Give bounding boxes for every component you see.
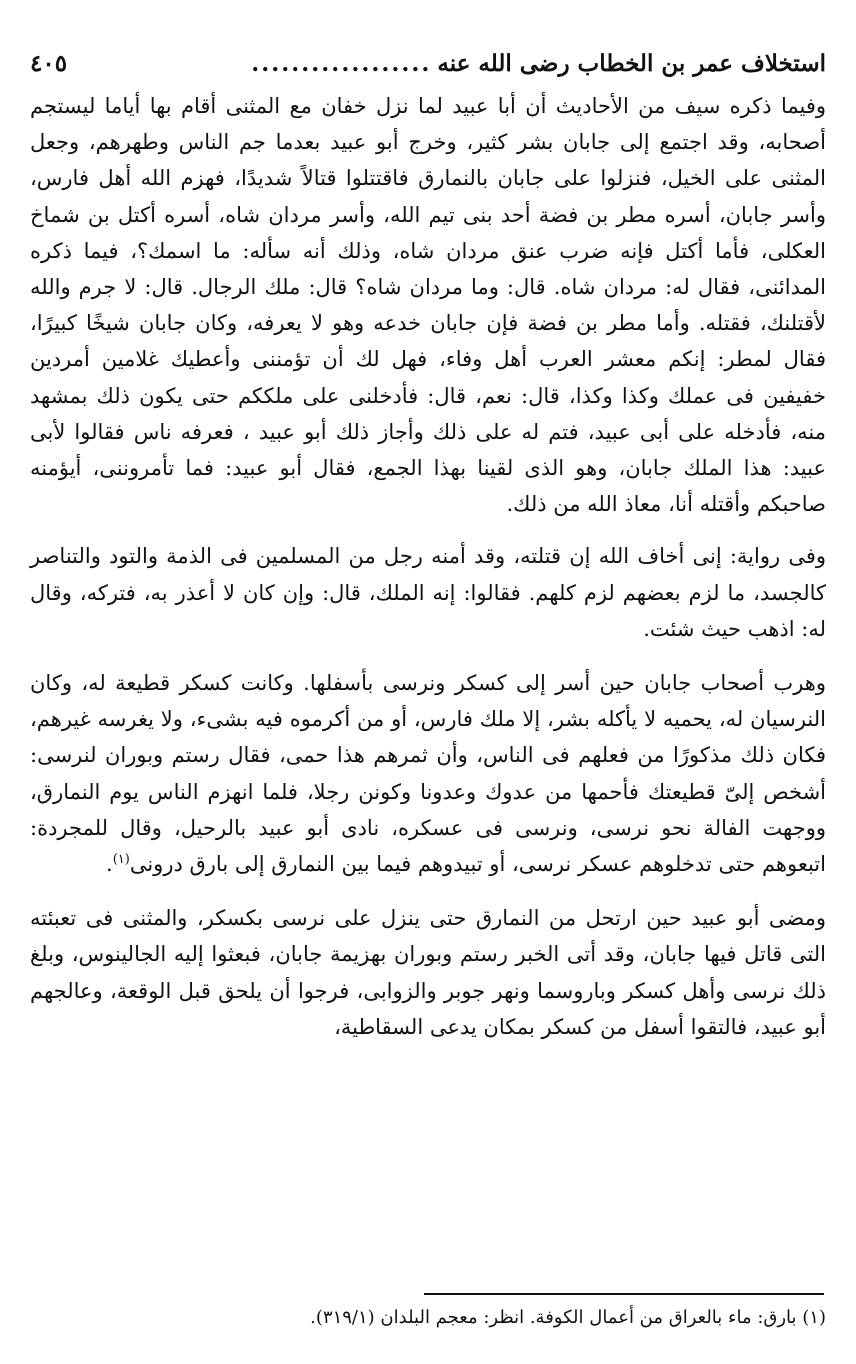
header-leader-dots: ..................: [251, 50, 432, 77]
footnote-marker[interactable]: (١): [112, 852, 130, 868]
paragraph-4: ومضى أبو عبيد حين ارتحل من النمارق حتى ينزل على نرسى بكسكر، والمثنى فى تعبئته التى قاتل فيها جابان، وقد أتى الخبر رستم وبوران بهزيمة جابان، فبعثوا إليه الجالينوس، وبلغ ذلك نرسى وأهل كسكر وباروسما ونهر جوبر والزوابى، فرجوا أن يلحق قبل الوقعة، وعالجهم أبو عبيد، فالتقوا أسفل من كسكر بمكان يدعى السقاطية،: [30, 906, 826, 1039]
footnote-divider: [424, 1293, 824, 1295]
footnote: (١) بارق: ماء بالعراق من أعمال الكوفة. انظر: معجم البلدان (٣١٩/١).: [310, 1307, 826, 1328]
paragraph-3-text: وهرب أصحاب جابان حين أسر إلى كسكر ونرسى بأسفلها. وكانت كسكر قطيعة له، وكان النرسيان له، يحميه لا يأكله بشر، إلا ملك فارس، أو من أكرموه فيه بشىء، ولا يغرسه غيرهم، فكان ذلك مذكورًا من فعلهم فى الناس، وأن ثمرهم هذا حمى، فقال رستم وبوران لنرسى: أشخص إلىّ قطيعتك فأحمها من عدوك وعدونا وكونن رجلا، فلما انهزم الناس يوم النمارق، ووجهت الفالة نحو نرسى، ونرسى فى عسكره، نادى أبو عبيد بالرحيل، وقال للمجردة: اتبعوهم حتى تدخلوهم عسكر نرسى، أو تبيدوهم فيما بين النمارق إلى بارق درونى: [30, 671, 826, 877]
page-number: ٤٠٥: [30, 50, 68, 77]
paragraph-1: وفيما ذكره سيف من الأحاديث أن أبا عبيد لما نزل خفان مع المثنى أقام بها أياما ليستجم أصحابه، وقد اجتمع إلى جابان بشر كثير، وخرج أبو عبيد بعدما جم الناس وطهرهم، وجعل المثنى على الخيل، فنزلوا على جابان بالنمارق فاقتتلوا قتالاً شديدًا، فهزم الله أهل فارس، وأسر جابان، أسره مطر بن فضة أحد بنى تيم الله، وأسر مردان شاه، أسره أكتل بن شماخ العكلى، فأما أكتل فإنه ضرب عنق مردان شاه، وذلك أنه سأله: ما اسمك؟، فيما ذكره المدائنى، فقال له: مردان شاه. قال: وما مردان شاه؟ قال: ملك الرجال. قال: لا جرم والله لأقتلنك، فقتله. وأما مطر بن فضة فإن جابان خدعه وهو لا يعرفه، وكان جابان شيخًا كبيرًا، فقال لمطر: إنكم معشر العرب أهل وفاء، فهل لك أن تؤمننى وأعطيك غلامين أمردين خفيفين فى عملك وكذا وكذا، قال: نعم، قال: فأدخلنى على ملككم حتى يكون ذلك بمشهد منه، فأدخله على أبى عبيد، فتم له على ذلك وأجاز ذلك أبو عبيد ، فعرفه ناس فقالوا لأبى عبيد: هذا الملك جابان، وهو الذى لقينا بهذا الجمع، فقال أبو عبيد: فما تأمروننى، أيؤمنه صاحبكم وأقتله أنا، معاذ الله من ذلك.: [30, 94, 826, 517]
page-body: [30, 88, 826, 1063]
paragraph-3: وهرب أصحاب جابان حين أسر إلى كسكر ونرسى بأسفلها. وكانت كسكر قطيعة له، وكان النرسيان له، يحميه لا يأكله بشر، إلا ملك فارس، أو من أكرموه فيه بشىء، ولا يغرسه غيرهم، فكان ذلك مذكورًا من فعلهم فى الناس، وأن ثمرهم هذا حمى، فقال رستم وبوران لنرسى: أشخص إلىّ قطيعتك فأحمها من عدوك وعدونا وكونن رجلا، فلما انهزم الناس يوم النمارق، ووجهت الفالة نحو نرسى، ونرسى فى عسكره، نادى أبو عبيد بالرحيل، وقال للمجردة: اتبعوهم حتى تدخلوهم عسكر نرسى، أو تبيدوهم فيما بين النمارق إلى بارق درونى$^{(١)}$.: [30, 671, 826, 877]
running-header: [30, 50, 826, 90]
chapter-title: استخلاف عمر بن الخطاب رضى الله عنه: [437, 50, 826, 77]
paragraph-2: وفى رواية: إنى أخاف الله إن قتلته، وقد أمنه رجل من المسلمين فى الذمة والتود والتناصر كالجسد، ما لزم بعضهم لزم كلهم. فقالوا: إنه الملك، قال: وإن كان لا أعذر به، فتركه، وقال له: اذهب حيث شئت.: [30, 544, 826, 641]
